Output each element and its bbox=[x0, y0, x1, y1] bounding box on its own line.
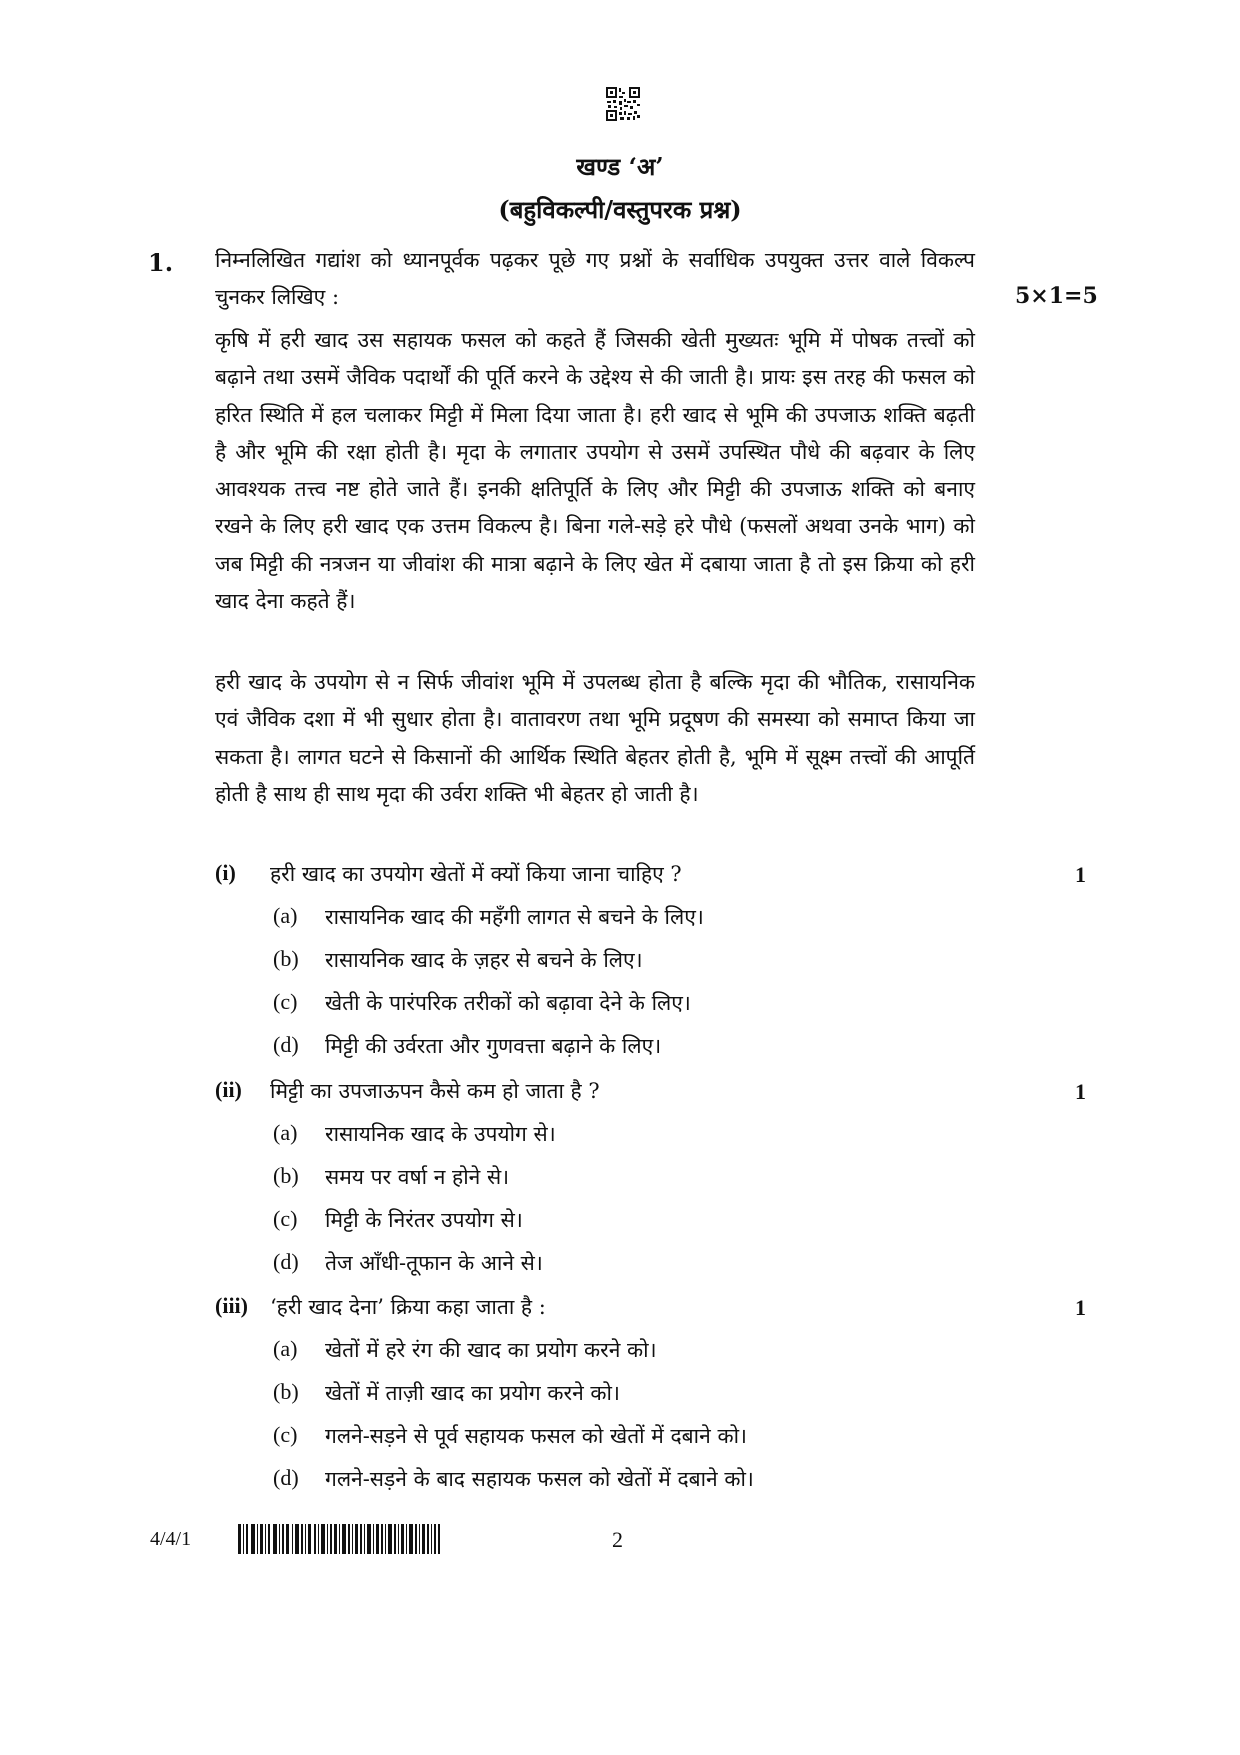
barcode-icon bbox=[238, 1524, 440, 1554]
paper-code: 4/4/1 bbox=[150, 1528, 192, 1550]
section-subtitle: (बहुविकल्पी/वस्तुपरक प्रश्न) bbox=[498, 195, 742, 224]
option-text: मिट्टी की उर्वरता और गुणवत्ता बढ़ाने के लिए। bbox=[325, 1034, 662, 1058]
option-text: खेतों में हरे रंग की खाद का प्रयोग करने को। bbox=[325, 1338, 657, 1362]
option-text: समय पर वर्षा न होने से। bbox=[325, 1165, 510, 1189]
option-label: (c) bbox=[273, 1206, 298, 1231]
question-instruction: निम्नलिखित गद्यांश को ध्यानपूर्वक पढ़कर पूछे गए प्रश्नों के सर्वाधिक उपयुक्त उत्तर वाले विकल्प चुनकर लिखिए : bbox=[215, 248, 975, 309]
qr-code-icon bbox=[605, 86, 641, 122]
passage-paragraph-2: हरी खाद के उपयोग से न सिर्फ जीवांश भूमि में उपलब्ध होता है बल्कि मृदा की भौतिक, रासायनिक एवं जैविक दशा में भी सुधार होता है। वातावरण तथा भूमि प्रदूषण की समस्या को समाप्त किया जा सकता है। लागत घटने से किसानों की आर्थिक स्थिति बेहतर होती है, भूमि में सूक्ष्म तत्त्वों की आपूर्ति होती है साथ ही साथ मृदा की उर्वरा शक्ति भी बेहतर हो जाती है। bbox=[215, 670, 975, 806]
passage-paragraph-1: कृषि में हरी खाद उस सहायक फसल को कहते हैं जिसकी खेती मुख्यतः भूमि में पोषक तत्त्वों को बढ़ाने तथा उसमें जैविक पदार्थों की पूर्ति करने के उद्देश्य से की जाती है। प्रायः इस तरह की फसल को हरित स्थिति में हल चलाकर मिट्टी में मिला दिया जाता है। हरी खाद से भूमि की उपजाऊ शक्ति बढ़ती है और भूमि की रक्षा होती है। मृदा के लगातार उपयोग से उसमें उपस्थित पौधे की बढ़वार के लिए आवश्यक तत्त्व नष्ट होते जाते हैं। इनकी क्षतिपूर्ति के लिए और मिट्टी की उपजाऊ शक्ति को बनाए रखने के लिए हरी खाद एक उत्तम विकल्प है। बिना गले-सड़े हरे पौधे (फसलों अथवा उनके भाग) को जब मिट्टी की नत्रजन या जीवांश की मात्रा बढ़ाने के लिए खेत में दबाया जाता है तो इस क्रिया को हरी खाद देना कहते हैं। bbox=[215, 328, 975, 614]
question-number: 1. bbox=[148, 248, 174, 277]
option-text: गलने-सड़ने से पूर्व सहायक फसल को खेतों में दबाने को। bbox=[325, 1424, 747, 1448]
page-number: 2 bbox=[612, 1527, 623, 1552]
option-label: (d) bbox=[273, 1032, 299, 1057]
option-label: (b) bbox=[273, 1379, 299, 1404]
option-label: (c) bbox=[273, 989, 298, 1014]
option-text: रासायनिक खाद के ज़हर से बचने के लिए। bbox=[325, 948, 643, 972]
option-text: गलने-सड़ने के बाद सहायक फसल को खेतों में दबाने को। bbox=[325, 1467, 754, 1491]
option-text: खेती के पारंपरिक तरीकों को बढ़ावा देने के लिए। bbox=[325, 991, 691, 1015]
option-label: (c) bbox=[273, 1422, 298, 1447]
subquestion-number: (iii) bbox=[215, 1293, 248, 1318]
option-label: (a) bbox=[273, 903, 298, 928]
subquestion-number: (i) bbox=[215, 860, 236, 885]
subquestion-number: (ii) bbox=[215, 1077, 242, 1102]
subquestion-text: ‘हरी खाद देना’ क्रिया कहा जाता है : bbox=[270, 1295, 546, 1319]
subquestion-marks: 1 bbox=[1075, 1079, 1086, 1104]
subquestion-marks: 1 bbox=[1075, 862, 1086, 887]
subquestion-text: हरी खाद का उपयोग खेतों में क्यों किया जाना चाहिए ? bbox=[270, 862, 682, 886]
question-marks: 5×1=5 bbox=[1015, 283, 1098, 309]
section-title: खण्ड ‘अ’ bbox=[576, 152, 664, 181]
option-text: तेज आँधी-तूफान के आने से। bbox=[325, 1251, 543, 1275]
option-text: खेतों में ताज़ी खाद का प्रयोग करने को। bbox=[325, 1381, 620, 1405]
option-label: (d) bbox=[273, 1249, 299, 1274]
option-text: मिट्टी के निरंतर उपयोग से। bbox=[325, 1208, 523, 1232]
option-label: (d) bbox=[273, 1465, 299, 1490]
subquestion-marks: 1 bbox=[1075, 1295, 1086, 1320]
option-text: रासायनिक खाद के उपयोग से। bbox=[325, 1122, 556, 1146]
option-label: (a) bbox=[273, 1120, 298, 1145]
option-label: (a) bbox=[273, 1336, 298, 1361]
subquestion-text: मिट्टी का उपजाऊपन कैसे कम हो जाता है ? bbox=[270, 1079, 600, 1103]
option-text: रासायनिक खाद की महँगी लागत से बचने के लिए। bbox=[325, 905, 704, 929]
option-label: (b) bbox=[273, 946, 299, 971]
option-label: (b) bbox=[273, 1163, 299, 1188]
